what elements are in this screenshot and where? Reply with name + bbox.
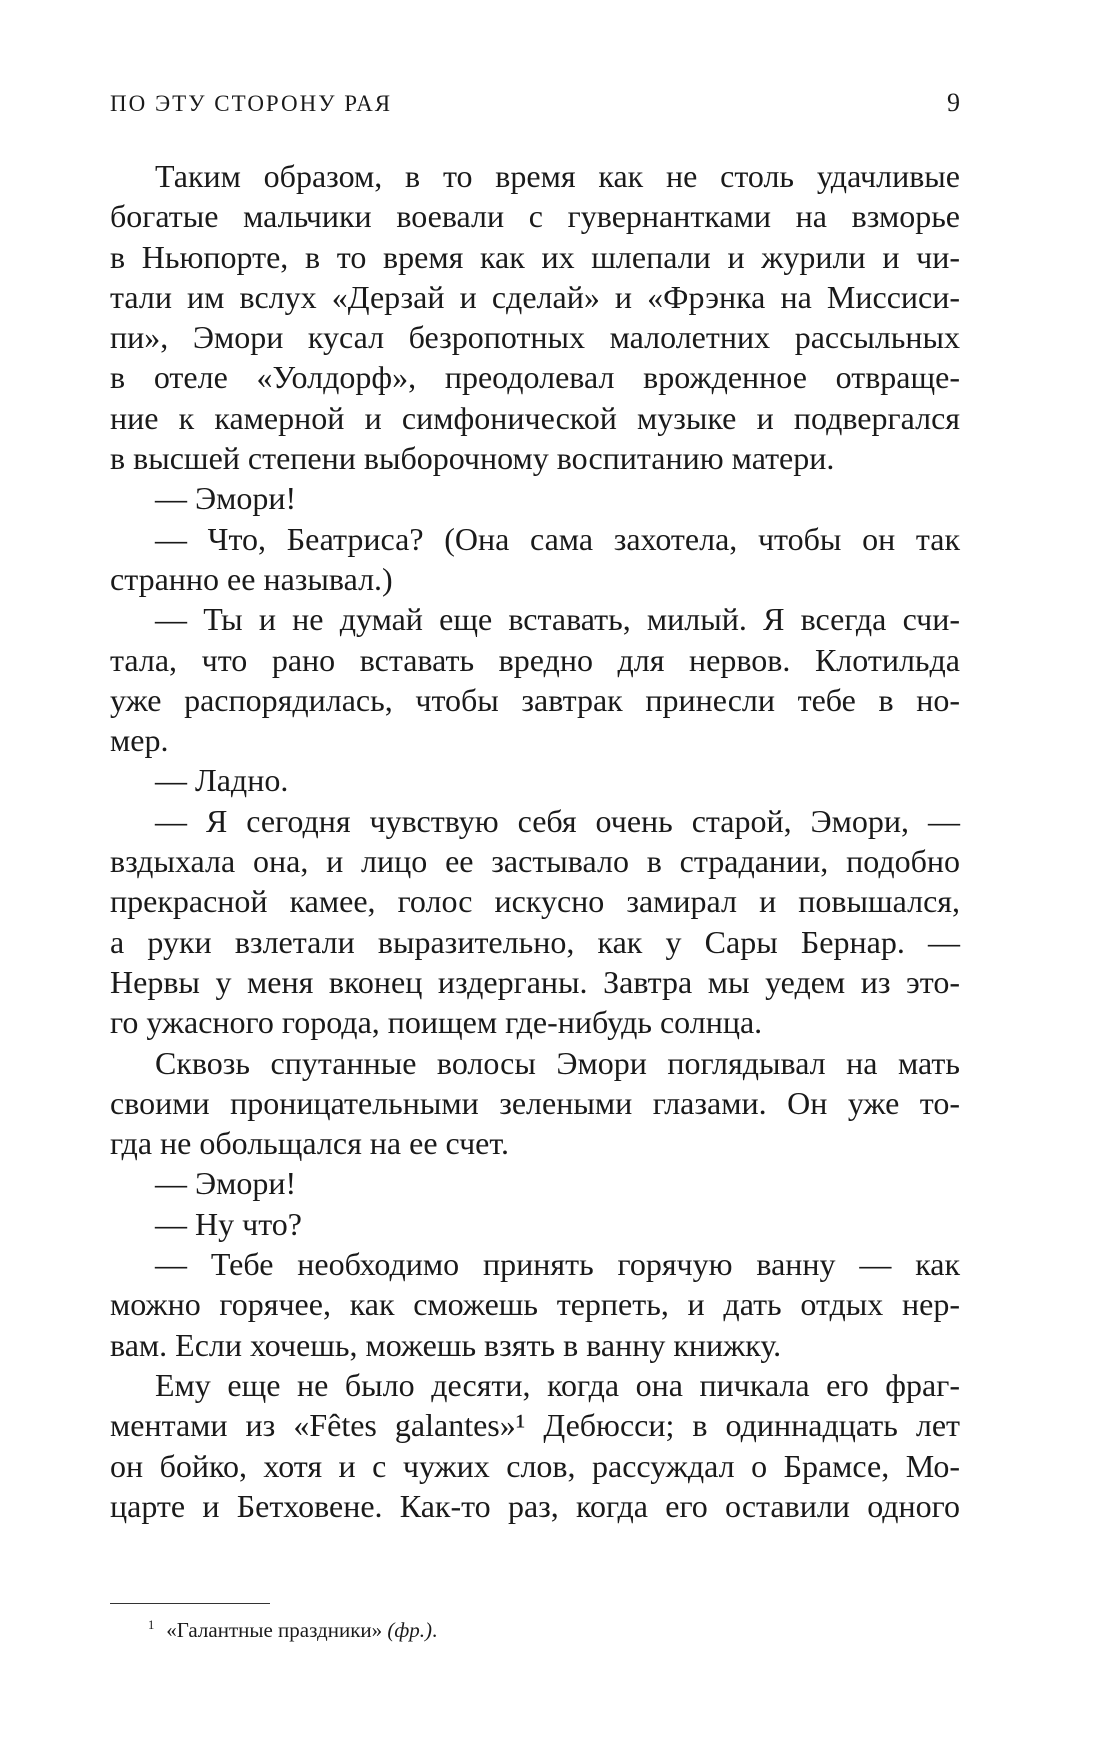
text-line: ние к камерной и симфонической музыке и подвергался (110, 399, 960, 436)
body-text (110, 156, 960, 1526)
text-line: он бойко, хотя и с чужих слов, рассуждал о Брамсе, Мо- (110, 1447, 960, 1484)
footnote-language-note: (фр.) (387, 1618, 433, 1642)
text-line: Таким образом, в то время как не столь удачливые (155, 158, 960, 194)
text-line: странно ее называл.) (110, 560, 393, 597)
text-line: — Тебе необходимо принять горячую ванну — как (155, 1246, 960, 1283)
text-line: мер. (110, 722, 169, 759)
footnote-marker: 1 (148, 1618, 155, 1632)
footnote-divider (110, 1603, 270, 1604)
text-line: прекрасной камее, голос искусно замирал и повышался, (110, 883, 960, 920)
running-title: ПО ЭТУ СТОРОНУ РАЯ (110, 91, 393, 116)
text-line: уже распорядилась, чтобы завтрак принесли тебе в но- (110, 681, 960, 718)
text-line: — Эмори! (155, 1165, 297, 1202)
text-line: — Я сегодня чувствую себя очень старой, Эмори, — (155, 802, 960, 839)
text-line: Сквозь спутанные волосы Эмори поглядывал на мать (155, 1044, 960, 1081)
footnote-end: . (432, 1618, 438, 1642)
footnote-text: «Галантные праздники» (166, 1618, 383, 1642)
footnote (148, 1616, 437, 1644)
text-line: — Ладно. (155, 762, 289, 799)
text-line: в отеле «Уолдорф», преодолевал врожденное отвраще- (110, 359, 960, 396)
text-line: го ужасного города, поищем где-нибудь солнца. (110, 1004, 763, 1041)
text-line: пи», Эмори кусал безропотных малолетних рассыльных (110, 319, 960, 356)
text-line: своими проницательными зелеными глазами. Он уже то- (110, 1084, 960, 1121)
text-line: можно горячее, как сможешь терпеть, и дать отдых нер- (110, 1286, 960, 1323)
text-line: — Ты и не думай еще вставать, милый. Я всегда счи- (155, 601, 960, 638)
text-line: гда не обольщался на ее счет. (110, 1125, 509, 1162)
text-line: в высшей степени выборочному воспитанию матери. (110, 440, 835, 477)
text-line: вздыхала она, и лицо ее застывало в страдании, подобно (110, 843, 960, 880)
text-line: Нервы у меня вконец издерганы. Завтра мы уедем из это- (110, 963, 960, 1000)
text-line: в Ньюпорте, в то время как их шлепали и журили и чи- (110, 238, 960, 275)
text-line: вам. Если хочешь, можешь взять в ванну книжку. (110, 1326, 782, 1363)
text-line: тали им вслух «Дерзай и сделай» и «Фрэнка на Миссиси- (110, 278, 960, 315)
text-line: Ему еще не было десяти, когда она пичкала его фраг- (155, 1366, 960, 1403)
running-head (110, 88, 960, 128)
page-number: 9 (947, 88, 960, 117)
text-line: богатые мальчики воевали с гувернантками на взморье (110, 198, 960, 235)
text-line: — Эмори! (155, 480, 297, 517)
text-line: ментами из «Fêtes galantes»¹ Дебюсси; в одиннадцать лет (110, 1407, 960, 1444)
text-line: — Ну что? (155, 1205, 302, 1242)
text-line: а руки взлетали выразительно, как у Сары Бернар. — (110, 923, 960, 960)
text-line: царте и Бетховене. Как-то раз, когда его оставили одного (110, 1487, 960, 1524)
text-line: — Что, Беатриса? (Она сама захотела, чтобы он так (155, 520, 960, 557)
text-line: тала, что рано вставать вредно для нервов. Клотильда (110, 641, 960, 678)
